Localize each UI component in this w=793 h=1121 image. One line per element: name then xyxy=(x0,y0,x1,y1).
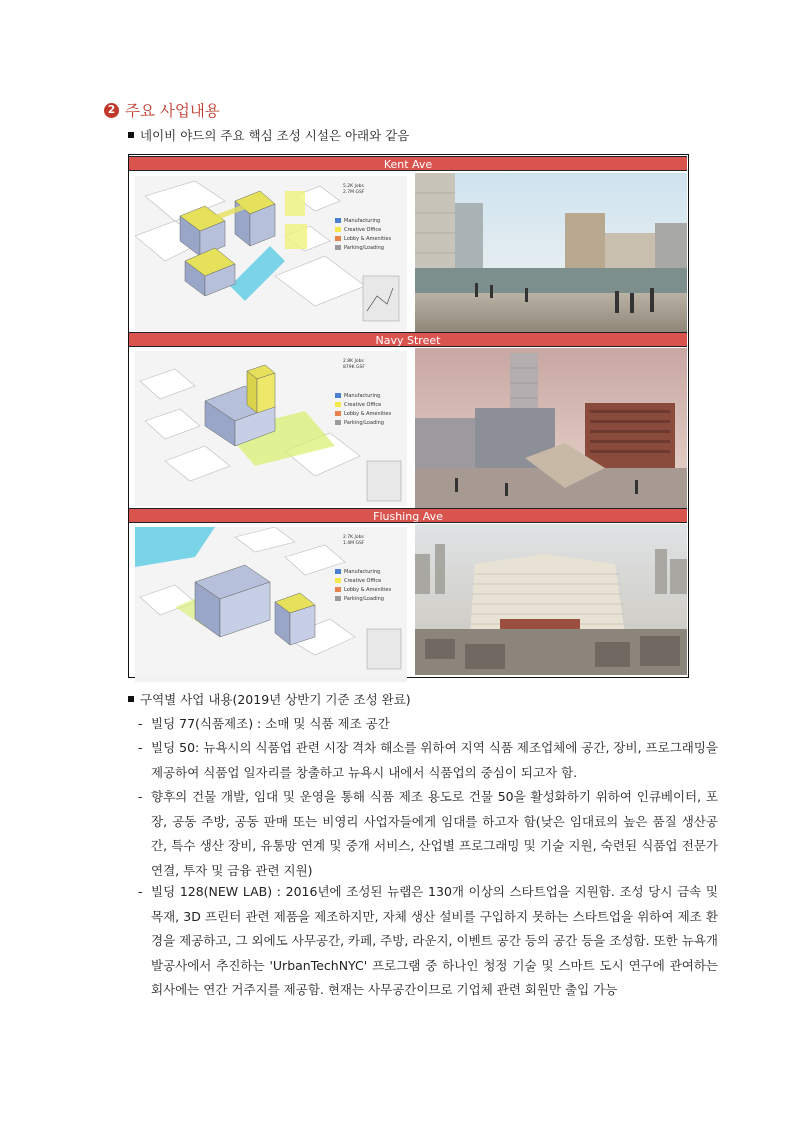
rendering-kent-ave xyxy=(415,173,687,333)
gsf-stat: 879K GSF xyxy=(343,365,365,370)
intro-bullet-text: 네이비 야드의 주요 핵심 조성 시설은 아래와 같음 xyxy=(140,128,410,143)
legend-item-lobby: Lobby & Amenities xyxy=(335,585,391,594)
section-title-text: 주요 사업내용 xyxy=(125,102,220,120)
district-bullet xyxy=(128,690,411,708)
jobs-stat: 5.2K Jobs xyxy=(343,184,364,189)
aerial-rendering xyxy=(415,524,687,675)
legend-item-manufacturing: Manufacturing xyxy=(335,216,391,225)
section-title xyxy=(104,99,220,121)
square-bullet-icon xyxy=(128,132,134,138)
list-item-text: 빌딩 50: 뉴욕시의 식품업 관련 시장 격차 해소를 위하여 지역 식품 제조업체에 공간, 장비, 프로그래밍을 제공하여 식품업 일자리를 창출하고 뉴욕시 내에서 식품업의 중심이 되고자 함. xyxy=(151,740,718,780)
legend-item-creative-office: Creative Office xyxy=(335,225,391,234)
panel-stats xyxy=(343,535,364,547)
panel-header-navy-street: Navy Street xyxy=(129,332,687,347)
legend-item-creative-office: Creative Office xyxy=(335,576,391,585)
intro-bullet xyxy=(128,126,409,144)
legend-item-manufacturing: Manufacturing xyxy=(335,567,391,576)
gsf-stat: 1.4M GSF xyxy=(343,541,365,546)
legend-item-lobby: Lobby & Amenities xyxy=(335,409,391,418)
panel-stats xyxy=(343,184,364,196)
square-bullet-icon xyxy=(128,696,134,702)
list-item: - 향후의 건물 개발, 임대 및 운영을 통해 식품 제조 용도로 건물 50을 활성화하기 위하여 인큐베이터, 포장, 공동 주방, 공동 판매 또는 비영리 사업자들에게 임대를 하고자 함(낮은 임대료의 높은 품질 생산공간, 특수 생산 장비, 유통망 연계 및 중개 서비스, 산업별 프로그래밍 및 기술 지원, 숙련된 식품업 전문가 연결, 투자 및 금융 관련 지원) xyxy=(138,785,718,883)
jobs-stat: 2.8K Jobs xyxy=(343,359,364,364)
panel-header-kent-ave: Kent Ave xyxy=(129,156,687,171)
list-item: - 빌딩 77(식품제조) : 소매 및 식품 제조 공간 xyxy=(138,712,718,737)
panel-header-flushing-ave: Flushing Ave xyxy=(129,508,687,523)
list-item-text: 향후의 건물 개발, 임대 및 운영을 통해 식품 제조 용도로 건물 50을 활성화하기 위하여 인큐베이터, 포장, 공동 주방, 공동 판매 또는 비영리 사업자들에게 임대를 하고자 함(낮은 임대료의 높은 품질 생산공간, 특수 생산 장비, 유통망 연계 및 중개 서비스, 산업별 프로그래밍 및 기술 지원, 숙련된 식품업 전문가 연결, 투자 및 금융 관련 지원) xyxy=(151,789,718,878)
legend-item-parking: Parking/Loading xyxy=(335,594,391,603)
list-item-text: 빌딩 77(식품제조) : 소매 및 식품 제조 공간 xyxy=(151,716,390,731)
gsf-stat: 2.7M GSF xyxy=(343,190,365,195)
site-massing-diagram xyxy=(135,176,407,331)
legend xyxy=(335,567,391,603)
legend-item-parking: Parking/Loading xyxy=(335,243,391,252)
legend-item-creative-office: Creative Office xyxy=(335,400,391,409)
site-massing-diagram xyxy=(135,351,407,506)
legend-item-lobby: Lobby & Amenities xyxy=(335,234,391,243)
waterfront-rendering xyxy=(415,173,687,333)
section-number-badge: 2 xyxy=(104,103,119,118)
legend xyxy=(335,216,391,252)
plaza-rendering xyxy=(415,348,687,508)
legend-item-parking: Parking/Loading xyxy=(335,418,391,427)
rendering-flushing-ave xyxy=(415,524,687,675)
panel-stats xyxy=(343,359,365,371)
legend-item-manufacturing: Manufacturing xyxy=(335,391,391,400)
list-item-text: 빌딩 128(NEW LAB) : 2016년에 조성된 뉴랩은 130개 이상의 스타트업을 지원함. 조성 당시 금속 및 목재, 3D 프린터 관련 제품을 제조하지만, 자체 생산 설비를 구입하지 못하는 스타트업을 위하여 제조 환경을 제공하고, 그 외에도 사무공간, 카페, 주방, 라운지, 이벤트 공간 등의 공간 등을 조성함. 또한 뉴욕개발공사에서 추진하는 'UrbanTechNYC' 프로그램 중 하나인 청정 기술 및 스마트 도시 연구에 관여하는 회사에는 연간 거주지를 제공함. 현재는 사무공간이므로 기업체 관련 회원만 출입 가능 xyxy=(151,884,718,997)
site-plan-figure xyxy=(128,154,689,678)
district-bullet-text: 구역별 사업 내용(2019년 상반기 기준 조성 완료) xyxy=(140,692,411,707)
diagram-kent-ave xyxy=(135,176,407,331)
list-item: - 빌딩 128(NEW LAB) : 2016년에 조성된 뉴랩은 130개 이상의 스타트업을 지원함. 조성 당시 금속 및 목재, 3D 프린터 관련 제품을 제조하지만, 자체 생산 설비를 구입하지 못하는 스타트업을 위하여 제조 환경을 제공하고, 그 외에도 사무공간, 카페, 주방, 라운지, 이벤트 공간 등의 공간 등을 조성함. 또한 뉴욕개발공사에서 추진하는 'UrbanTechNYC' 프로그램 중 하나인 청정 기술 및 스마트 도시 연구에 관여하는 회사에는 연간 거주지를 제공함. 현재는 사무공간이므로 기업체 관련 회원만 출입 가능 xyxy=(138,880,718,1003)
rendering-navy-street xyxy=(415,348,687,508)
legend xyxy=(335,391,391,427)
diagram-flushing-ave xyxy=(135,527,407,682)
jobs-stat: 2.7K Jobs xyxy=(343,535,364,540)
list-item: - 빌딩 50: 뉴욕시의 식품업 관련 시장 격차 해소를 위하여 지역 식품 제조업체에 공간, 장비, 프로그래밍을 제공하여 식품업 일자리를 창출하고 뉴욕시 내에서 식품업의 중심이 되고자 함. xyxy=(138,736,718,785)
diagram-navy-street xyxy=(135,351,407,506)
